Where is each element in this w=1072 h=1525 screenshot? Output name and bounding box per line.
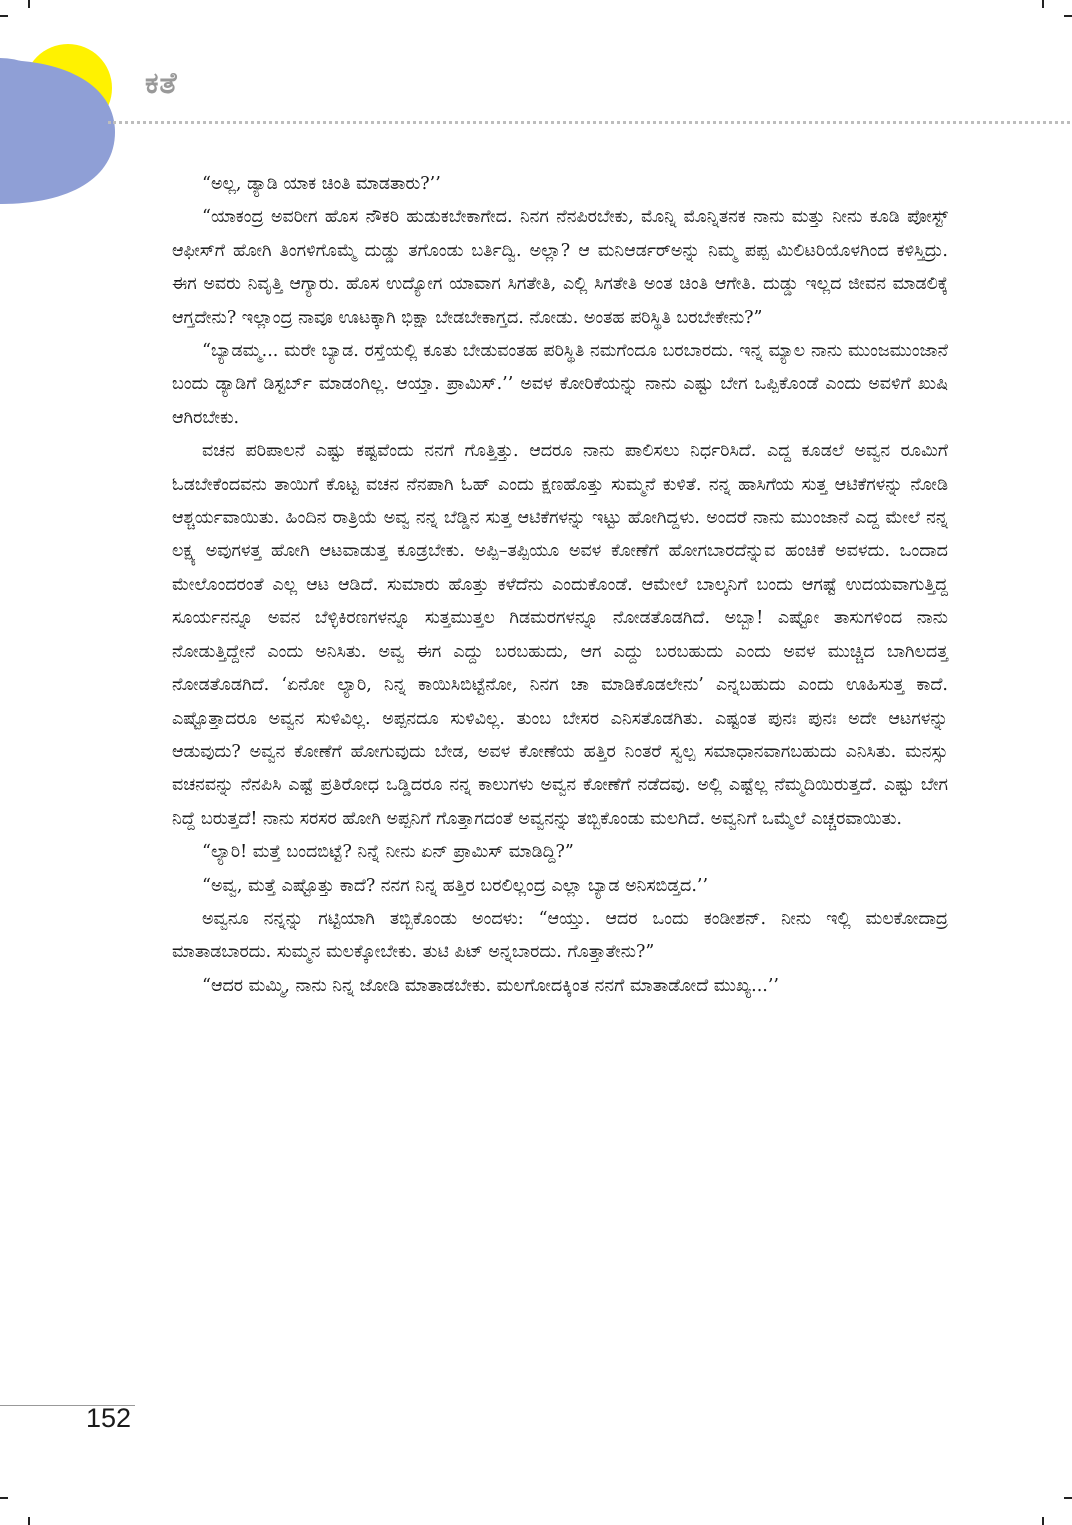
crop-mark-bottom-right: [1064, 1497, 1072, 1499]
story-body: [172, 168, 948, 1003]
crop-mark-bottom-left-vert: [28, 1517, 30, 1525]
crop-mark-top-right-vert: [1042, 0, 1044, 8]
section-label: ಕತೆ: [145, 66, 178, 101]
paragraph: “ಆದರ ಮಮ್ಮಿ, ನಾನು ನಿನ್ನ ಜೋಡಿ ಮಾತಾಡಬೇಕು. ಮಲಗೋದಕ್ಕಿಂತ ನನಗೆ ಮಾತಾಡೋದೆ ಮುಖ್ಯ...’’: [202, 975, 779, 996]
header-dotted-rule: [108, 121, 1070, 124]
page-number: 152: [86, 1403, 132, 1433]
decorative-circles: [0, 0, 160, 220]
paragraph: ಅವ್ವನೂ ನನ್ನನ್ನು ಗಟ್ಟಿಯಾಗಿ ತಬ್ಬಿಕೊಂಡು ಅಂದಳು: “ಆಯ್ತು. ಆದರ ಒಂದು ಕಂಡೀಶನ್. ನೀನು ಇಲ್ಲಿ ಮಲಕೋದಾದ್ರ ಮಾತಾಡಬಾರದು. ಸುಮ್ಮನ ಮಲಕ್ಕೋಬೇಕು. ತುಟಿ ಪಿಟ್ ಅನ್ನಬಾರದು. ಗೊತ್ತಾತೇನು?”: [172, 908, 948, 963]
paragraph: “ಲ್ಯಾರಿ! ಮತ್ತೆ ಬಂದಬಿಟ್ಟೆ? ನಿನ್ನೆ ನೀನು ಏನ್ ಪ್ರಾಮಿಸ್ ಮಾಡಿದ್ದಿ?”: [202, 842, 574, 863]
crop-mark-bottom-left: [0, 1497, 8, 1499]
paragraph: “ಅಲ್ಲ, ಡ್ಯಾಡಿ ಯಾಕ ಚಿಂತಿ ಮಾಡತಾರು?’’: [202, 174, 441, 194]
crop-mark-top-right: [1064, 15, 1072, 17]
paragraph: “ಅವ್ವ, ಮತ್ತೆ ಎಷ್ಟೊತ್ತು ಕಾದೆ? ನನಗ ನಿನ್ನ ಹತ್ತಿರ ಬರಲಿಲ್ಲಂದ್ರ ಎಲ್ಲಾ ಬ್ಯಾಡ ಅನಿಸಬಿಡ್ತದ.’’: [202, 875, 709, 896]
paragraph: ವಚನ ಪರಿಪಾಲನೆ ಎಷ್ಟು ಕಷ್ಟವೆಂದು ನನಗೆ ಗೊತ್ತಿತ್ತು. ಆದರೂ ನಾನು ಪಾಲಿಸಲು ನಿರ್ಧರಿಸಿದೆ. ಎದ್ದ ಕೂಡಲೆ ಅವ್ವನ ರೂಮಿಗೆ ಓಡಬೇಕೆಂದವನು ತಾಯಿಗೆ ಕೊಟ್ಟ ವಚನ ನೆನಪಾಗಿ ಓಹ್ ಎಂದು ಕ್ಷಣಹೊತ್ತು ಸುಮ್ಮನೆ ಕುಳಿತೆ. ನನ್ನ ಹಾಸಿಗೆಯ ಸುತ್ತ ಆಟಿಕೆಗಳನ್ನು ನೋಡಿ ಆಶ್ಚರ್ಯವಾಯಿತು. ಹಿಂದಿನ ರಾತ್ರಿಯೆ ಅವ್ವ ನನ್ನ ಬೆಡ್ಡಿನ ಸುತ್ತ ಆಟಿಕೆಗಳನ್ನು ಇಟ್ಟು ಹೋಗಿದ್ದಳು. ಅಂದರೆ ನಾನು ಮುಂಜಾನೆ ಎದ್ದ ಮೇಲೆ ನನ್ನ ಲಕ್ಷ್ಯ ಅವುಗಳತ್ತ ಹೋಗಿ ಆಟವಾಡುತ್ತ ಕೂಡ್ರಬೇಕು. ಅಪ್ಪಿ–ತಪ್ಪಿಯೂ ಅವಳ ಕೋಣೆಗೆ ಹೋಗಬಾರದೆನ್ನುವ ಹಂಚಿಕೆ ಅವಳದು. ಒಂದಾದ ಮೇಲೊಂದರಂತೆ ಎಲ್ಲ ಆಟ ಆಡಿದೆ. ಸುಮಾರು ಹೊತ್ತು ಕಳೆದೆನು ಎಂದುಕೊಂಡೆ. ಆಮೇಲೆ ಬಾಲ್ಕನಿಗೆ ಬಂದು ಆಗಷ್ಟೆ ಉದಯವಾಗುತ್ತಿದ್ದ ಸೂರ್ಯನನ್ನೂ ಅವನ ಬೆಳ್ಳಿಕಿರಣಗಳನ್ನೂ ಸುತ್ತಮುತ್ತಲ ಗಿಡಮರಗಳನ್ನೂ ನೋಡತೊಡಗಿದೆ. ಅಬ್ಬಾ! ಎಷ್ಟೋ ತಾಸುಗಳಿಂದ ನಾನು ನೋಡುತ್ತಿದ್ದೇನೆ ಎಂದು ಅನಿಸಿತು. ಅವ್ವ ಈಗ ಎದ್ದು ಬರಬಹುದು, ಆಗ ಎದ್ದು ಬರಬಹುದು ಎಂದು ಅವಳ ಮುಚ್ಚಿದ ಬಾಗಿಲದತ್ತ ನೋಡತೊಡಗಿದೆ. ‘ಏನೋ ಲ್ಯಾರಿ, ನಿನ್ನ ಕಾಯಿಸಿಬಿಟ್ಟೆನೋ, ನಿನಗ ಚಾ ಮಾಡಿಕೊಡಲೇನು’ ಎನ್ನಬಹುದು ಎಂದು ಊಹಿಸುತ್ತ ಕಾದೆ. ಎಷ್ಟೊತ್ತಾದರೂ ಅವ್ವನ ಸುಳಿವಿಲ್ಲ. ಅಪ್ಪನದೂ ಸುಳಿವಿಲ್ಲ. ತುಂಬ ಬೇಸರ ಎನಿಸತೊಡಗಿತು. ಎಷ್ಟಂತ ಪುನಃ ಪುನಃ ಅದೇ ಆಟಗಳನ್ನು ಆಡುವುದು? ಅವ್ವನ ಕೋಣೆಗೆ ಹೋಗುವುದು ಬೇಡ, ಅವಳ ಕೋಣೆಯ ಹತ್ತಿರ ನಿಂತರೆ ಸ್ವಲ್ಪ ಸಮಾಧಾನವಾಗಬಹುದು ಎನಿಸಿತು. ಮನಸ್ಸು ವಚನವನ್ನು ನೆನಪಿಸಿ ಎಷ್ಟೆ ಪ್ರತಿರೋಧ ಒಡ್ಡಿದರೂ ನನ್ನ ಕಾಲುಗಳು ಅವ್ವನ ಕೋಣೆಗೆ ನಡೆದವು. ಅಲ್ಲಿ ಎಷ್ಟೆಲ್ಲ ನೆಮ್ಮದಿಯಿರುತ್ತದೆ. ಎಷ್ಟು ಬೇಗ ನಿದ್ದೆ ಬರುತ್ತದೆ! ನಾನು ಸರಸರ ಹೋಗಿ ಅಪ್ಪನಿಗೆ ಗೊತ್ತಾಗದಂತೆ ಅವ್ವನನ್ನು ತಬ್ಬಿಕೊಂಡು ಮಲಗಿದೆ. ಅವ್ವನಿಗೆ ಒಮ್ಮೆಲೆ ಎಚ್ಚರವಾಯಿತು.: [172, 441, 948, 829]
crop-mark-bottom-right-vert: [1042, 1517, 1044, 1525]
paragraph: “ಯಾಕಂದ್ರ ಅವರೀಗ ಹೊಸ ನೌಕರಿ ಹುಡುಕಬೇಕಾಗೇದ. ನಿನಗ ನೆನಪಿರಬೇಕು, ಮೊನ್ನಿ ಮೊನ್ನಿತನಕ ನಾನು ಮತ್ತು ನೀನು ಕೂಡಿ ಪೋಸ್ಟ್ ಆಫೀಸ್‌ಗೆ ಹೋಗಿ ತಿಂಗಳಿಗೊಮ್ಮೆ ದುಡ್ಡು ತಗೊಂಡು ಬರ್ತಿದ್ವಿ. ಅಲ್ಲಾ? ಆ ಮನಿಆರ್ಡರ್‌ಅನ್ನು ನಿಮ್ಮ ಪಪ್ಪ ಮಿಲಿಟರಿಯೊಳಗಿಂದ ಕಳಿಸ್ತಿದ್ರು. ಈಗ ಅವರು ನಿವೃತ್ತಿ ಆಗ್ಯಾರು. ಹೊಸ ಉದ್ಯೋಗ ಯಾವಾಗ ಸಿಗತೇತಿ, ಎಲ್ಲಿ ಸಿಗತೇತಿ ಅಂತ ಚಿಂತಿ ಆಗೇತಿ. ದುಡ್ಡು ಇಲ್ಲದ ಜೀವನ ಮಾಡಲಿಕ್ಕೆ ಆಗ್ತದೇನು? ಇಲ್ಲಾಂದ್ರ ನಾವೂ ಊಟಕ್ಕಾಗಿ ಭಿಕ್ಷಾ ಬೇಡಬೇಕಾಗ್ತದ. ನೋಡು. ಅಂತಹ ಪರಿಸ್ಥಿತಿ ಬರಬೇಕೇನು?”: [172, 207, 948, 328]
paragraph: “ಬ್ಯಾಡಮ್ಮ... ಮರೇ ಬ್ಯಾಡ. ರಸ್ತೆಯಲ್ಲಿ ಕೂತು ಬೇಡುವಂತಹ ಪರಿಸ್ಥಿತಿ ನಮಗೆಂದೂ ಬರಬಾರದು. ಇನ್ನ ಮ್ಯಾಲ ನಾನು ಮುಂಜಮುಂಜಾನೆ ಬಂದು ಡ್ಯಾಡಿಗೆ ಡಿಸ್ಟರ್ಬ್ ಮಾಡಂಗಿಲ್ಲ. ಆಯ್ತಾ. ಪ್ರಾಮಿಸ್.’’ ಅವಳ ಕೋರಿಕೆಯನ್ನು ನಾನು ಎಷ್ಟು ಬೇಗ ಒಪ್ಪಿಕೊಂಡೆ ಎಂದು ಅವಳಿಗೆ ಖುಷಿ ಆಗಿರಬೇಕು.: [172, 341, 948, 428]
